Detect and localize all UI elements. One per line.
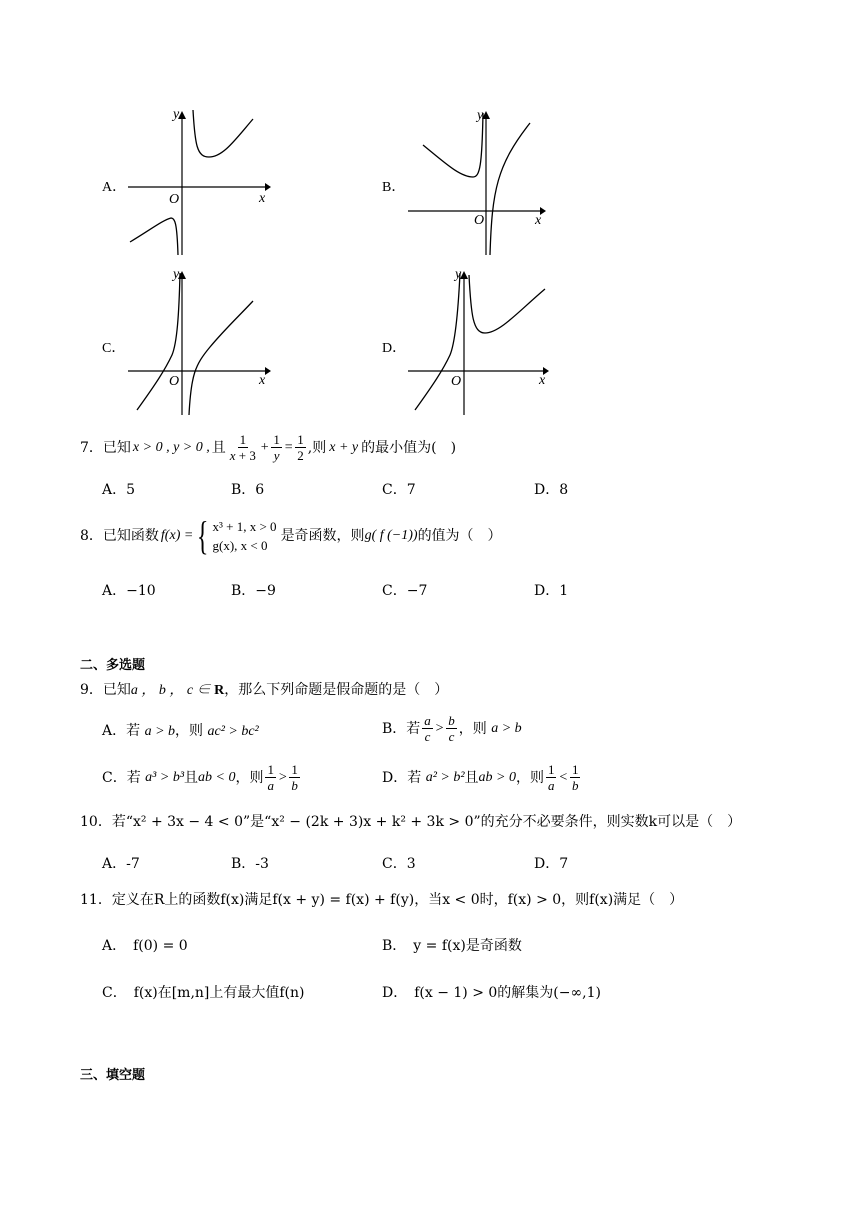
graph-c bbox=[125, 265, 275, 420]
section-heading-fill-in: 三、填空题 bbox=[80, 1068, 146, 1083]
q7-eq-tail: ,则 bbox=[307, 439, 327, 456]
q7-pre: 已知 bbox=[102, 439, 131, 456]
y-axis-label: y bbox=[455, 267, 462, 282]
x-axis-label: x bbox=[539, 373, 546, 388]
q7-qie: 且 bbox=[211, 439, 226, 456]
question-7: 7． 已知 x > 0 , y > 0 , 且 $\frac{1}{x + 3}$ + $\frac{1}{y}$ = $\frac{1}{2}$ ,则 x + y 的最小值为( ) bbox=[80, 432, 457, 463]
q7-condition: x > 0 , y > 0 , bbox=[132, 439, 210, 455]
y-axis-label: y bbox=[477, 108, 484, 123]
q7-option-a: A．5 bbox=[102, 482, 136, 498]
curve-right bbox=[189, 301, 253, 415]
q11-option-d: D． f(x − 1) > 0的解集为(−∞,1) bbox=[382, 985, 601, 1001]
curve-left bbox=[423, 113, 483, 177]
q7-tail: 的最小值为( ) bbox=[361, 439, 457, 456]
q7-option-d: D．8 bbox=[534, 482, 569, 498]
q7-number: 7． bbox=[80, 439, 103, 456]
q9-option-b: B． 若 $\frac{a}{c}$ > $\frac{b}{c}$ ，则 a > b bbox=[382, 713, 522, 744]
q8-expr: g( f (−1)) bbox=[364, 528, 418, 543]
q11-option-b: B． y = f(x)是奇函数 bbox=[382, 938, 522, 954]
curve-lower bbox=[130, 218, 178, 255]
x-axis-label: x bbox=[259, 191, 266, 206]
question-11: 11．定义在R上的函数f(x)满足f(x + y) = f(x) + f(y)，当x < 0时，f(x) > 0，则f(x)满足（ ） bbox=[80, 892, 684, 908]
curve-left bbox=[137, 273, 180, 410]
q8-case-1: x³ + 1, x > 0 bbox=[212, 519, 277, 534]
option-b-label: B． bbox=[382, 180, 406, 195]
q11-option-c: C． f(x)在[m,n]上有最大值f(n) bbox=[102, 985, 305, 1001]
y-axis-label: y bbox=[173, 267, 180, 282]
q9-option-d: D． 若 a² > b² 且 ab > 0 ，则 $\frac{1}{a}$ < $\frac{1}{b}$ bbox=[382, 762, 579, 793]
q10-option-d: D．7 bbox=[534, 856, 569, 872]
question-8 bbox=[80, 513, 502, 558]
q10-option-b: B．-3 bbox=[231, 856, 269, 872]
q9-option-c: C． 若 a³ > b³ 且 ab < 0 ，则 $\frac{1}{a}$ > $\frac{1}{b}$ bbox=[102, 762, 298, 793]
x-axis-label: x bbox=[259, 373, 266, 388]
q7-sum: x + y bbox=[329, 439, 359, 455]
q7-fraction-3: $\frac{1}{2}$ bbox=[297, 432, 304, 463]
origin-label: O bbox=[169, 374, 180, 389]
q7-fraction-2: $\frac{1}{y}$ bbox=[273, 432, 280, 463]
graph-b bbox=[405, 105, 550, 260]
curve-right bbox=[490, 123, 530, 255]
q8-number: 8． bbox=[80, 528, 103, 544]
question-10: 10．若“x² + 3x − 4 < 0”是“x² − (2k + 3)x + k² + 3k > 0”的充分不必要条件，则实数k可以是（ ） bbox=[80, 814, 742, 830]
option-c-label: C． bbox=[102, 341, 126, 356]
graph-d bbox=[405, 265, 555, 420]
q10-option-c: C．3 bbox=[382, 856, 416, 872]
q8-option-d: D．1 bbox=[534, 583, 569, 599]
y-axis-label: y bbox=[173, 107, 180, 122]
q10-option-a: A．-7 bbox=[102, 856, 140, 872]
curve-left bbox=[415, 273, 460, 410]
q7-option-b: B．6 bbox=[231, 482, 265, 498]
q8-pre: 已知函数 bbox=[102, 528, 159, 544]
x-axis-label: x bbox=[535, 213, 542, 228]
q9-option-a: A．若 a > b，则 ac² > bc² bbox=[102, 723, 259, 739]
q8-option-c: C．−7 bbox=[382, 583, 428, 599]
q8-fx: f(x) = bbox=[160, 528, 194, 543]
q8-mid: 是奇函数，则 bbox=[280, 528, 365, 544]
q7-option-c: C．7 bbox=[382, 482, 416, 498]
origin-label: O bbox=[474, 213, 485, 228]
section-heading-multi-choice: 二、多选题 bbox=[80, 658, 146, 673]
q8-case-2: g(x), x < 0 bbox=[212, 538, 268, 553]
q8-option-a: A．−10 bbox=[102, 583, 156, 599]
q11-option-a: A． f(0) = 0 bbox=[102, 938, 188, 954]
curve-right bbox=[469, 275, 545, 333]
q8-option-b: B．−9 bbox=[231, 583, 276, 599]
q8-tail: 的值为（ ） bbox=[417, 528, 502, 544]
question-9: 9．已知a ， b ， c ∈ R，那么下列命题是假命题的是（ ） bbox=[80, 682, 449, 698]
curve-upper bbox=[193, 110, 253, 157]
q8-piecewise: { x³ + 1, x > 0 g(x), x < 0 bbox=[197, 513, 277, 558]
option-a-label: A． bbox=[102, 180, 127, 195]
q7-fraction-1: $\frac{1}{x + 3}$ bbox=[229, 432, 256, 463]
origin-label: O bbox=[451, 374, 462, 389]
graph-a bbox=[125, 105, 275, 260]
origin-label: O bbox=[169, 192, 180, 207]
option-d-label: D． bbox=[382, 341, 407, 356]
